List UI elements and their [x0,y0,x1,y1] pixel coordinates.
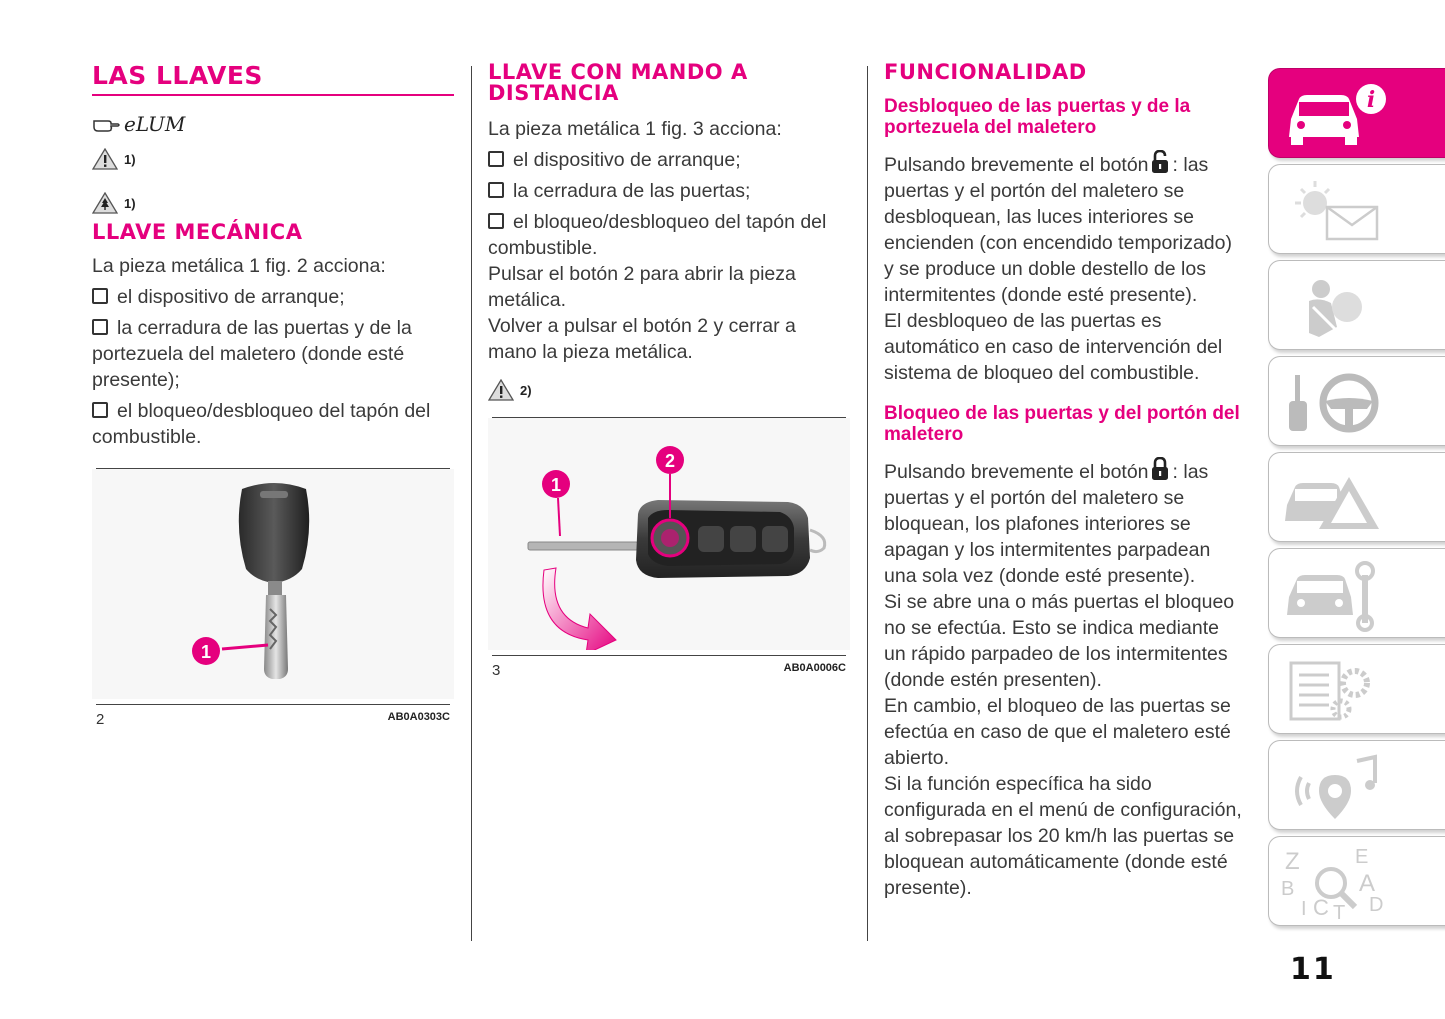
car-info-icon [1279,75,1389,153]
warning-note [92,148,454,170]
svg-text:i: i [1366,87,1376,113]
tab-conocimiento-vehiculo[interactable] [1268,68,1445,158]
page-number: 11 [1290,952,1336,987]
warning-ref: 1) [124,151,136,167]
figure-code: AB0A0303C [387,711,450,723]
list-item: el bloqueo/desbloqueo del tapón del combustible. [92,400,431,448]
warning-ref: 2) [520,382,532,398]
paragraph: Pulsando brevemente el botón : las puertas y el portón del maletero se bloquean, los plafones interiores se apagan y los intermitentes parpadean una sola vez (donde esté presente). [884,457,1246,589]
section-title-llave-mando: LLAVE CON MANDO A DISTANCIA [488,60,748,105]
key-steering-wheel-icon [1279,363,1389,441]
warning-note [488,379,850,401]
tab-seguridad[interactable] [1268,260,1445,350]
tab-arranque-conduccion[interactable] [1268,356,1445,446]
column-divider [867,66,868,941]
list-item: el bloqueo/desbloqueo del tapón del combustible. [488,211,827,259]
figure-callout-2: 2 [664,451,676,471]
pointing-hand-icon [92,113,122,135]
figure-number: 3 [492,662,501,679]
tab-mantenimiento[interactable] [1268,548,1445,638]
figure-code: AB0A0006C [783,662,846,674]
list-item: la cerradura de las puertas y de la portezuela del maletero (donde esté presente); [92,317,412,391]
paragraph: Si se abre una o más puertas el bloqueo no se efectúa. Esto se indica mediante un rápido parpadeo de los intermitentes (donde estén presenten). [884,591,1235,691]
tab-datos-tecnicos[interactable] [1268,644,1445,734]
svg-text:Z: Z [1285,848,1300,875]
svg-text:A: A [1359,870,1376,897]
tab-indice-alfabetico[interactable] [1268,836,1445,926]
figure-3 [488,417,850,679]
paragraph: El desbloqueo de las puertas es automático en caso de intervención del sistema de bloqueo del combustible. [884,310,1223,384]
tab-luces-testigos[interactable] [1268,164,1445,254]
paragraph: Pulsando brevemente el botón : las puertas y el portón del maletero se desbloquean, las luces interiores se encienden (con encendido temporizado) y se produce un doble destello de los intermitentes (donde esté presente). [884,150,1246,308]
figure-callout-1: 1 [550,475,562,495]
subsection-title-desbloqueo: Desbloqueo de las puertas y de la portezuela del maletero [884,96,1191,138]
paragraph: Pulsar el botón 2 para abrir la pieza metálica. [488,263,796,311]
list-item: la cerradura de las puertas; [488,178,850,204]
tab-multimedia[interactable] [1268,740,1445,830]
figure-2 [92,468,454,728]
environment-note [92,192,454,214]
car-warning-triangle-icon [1279,459,1389,537]
column-las-llaves [92,62,454,728]
car-wrench-icon [1279,555,1389,633]
figure-number: 2 [96,711,105,728]
svg-text:I: I [1301,898,1307,920]
environment-ref: 1) [124,195,136,211]
figure-callout-1: 1 [200,642,212,662]
column-llave-mando [488,62,850,679]
warning-lights-icon [1279,171,1389,249]
svg-text:C: C [1313,895,1329,920]
section-title-funcionalidad: FUNCIONALIDAD [884,60,1087,84]
paragraph: En cambio, el bloqueo de las puertas se efectúa en caso de que el maletero esté abierto. [884,695,1231,769]
symbol-text: eLUM [124,112,186,136]
list-item: el dispositivo de arranque; [488,147,850,173]
svg-text:B: B [1281,878,1295,900]
svg-text:E: E [1355,846,1369,868]
tab-emergencia[interactable] [1268,452,1445,542]
warning-triangle-icon [92,148,118,170]
intro-text: La pieza metálica 1 fig. 3 acciona: [488,118,782,140]
list-gear-icon [1279,651,1389,729]
subtitle-llave-mecanica: LLAVE MECÁNICA [92,220,303,244]
environment-tree-icon [92,192,118,214]
intro-text: La pieza metálica 1 fig. 2 acciona: [92,255,386,277]
list-item: el dispositivo de arranque; [92,284,454,310]
hand-symbol [92,110,454,138]
airbag-seat-icon [1279,267,1389,345]
unlock-icon [1151,150,1169,174]
lock-icon [1151,457,1169,481]
alphabetical-index-icon [1279,843,1389,921]
paragraph: Si la función específica ha sido configurada en el menú de configuración, al sobrepasar los 20 km/h las puertas se bloquean automáticamente (donde esté presente). [884,773,1242,899]
warning-triangle-icon [488,379,514,401]
remote-key-image [488,418,850,650]
column-funcionalidad [884,62,1246,901]
svg-text:D: D [1369,894,1384,916]
mechanical-key-image [92,469,454,699]
svg-text:T: T [1333,902,1346,921]
column-divider [471,66,472,941]
subsection-title-bloqueo: Bloqueo de las puertas y del portón del maletero [884,403,1240,445]
section-title-las-llaves: LAS LLAVES [92,62,454,96]
multimedia-icon [1279,747,1389,825]
paragraph: Volver a pulsar el botón 2 y cerrar a mano la pieza metálica. [488,315,796,363]
